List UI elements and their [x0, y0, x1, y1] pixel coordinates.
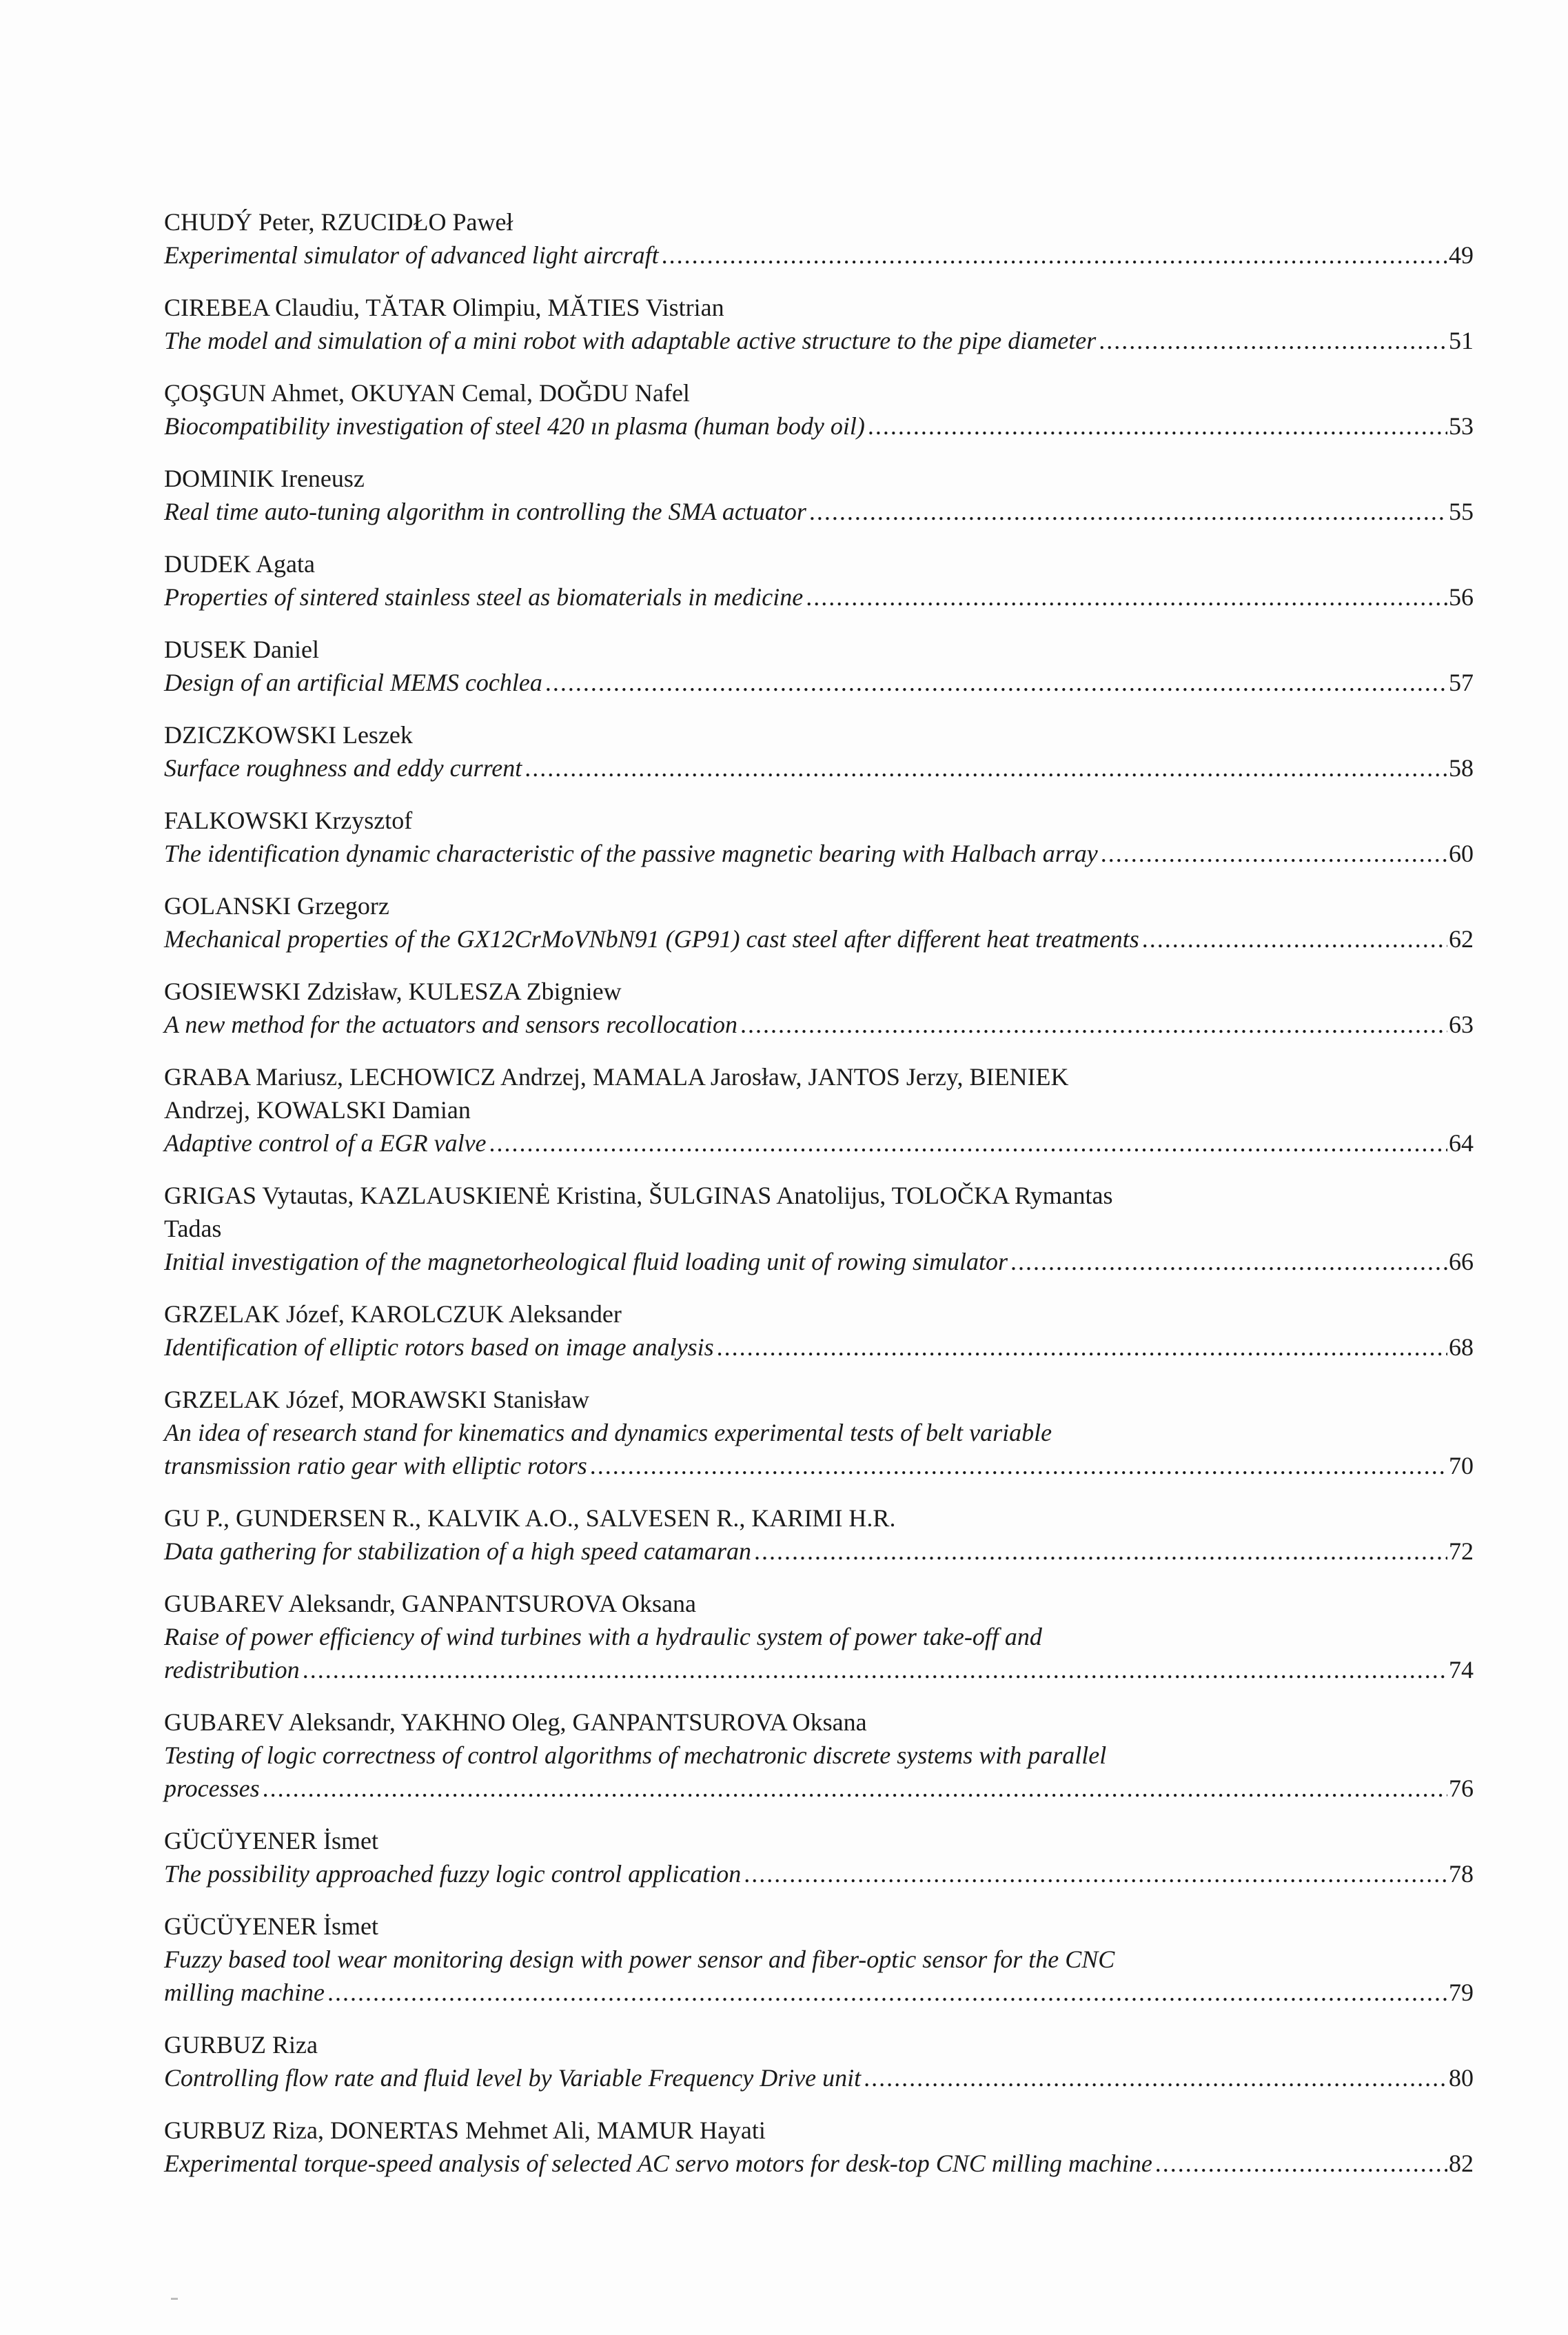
entry-title: Experimental simulator of advanced light aircraft: [164, 241, 659, 269]
entry-page-number: 58: [1449, 754, 1474, 782]
entry-authors: GRZELAK Józef, KAROLCZUK Aleksander: [164, 1300, 622, 1328]
entry-page-number: 80: [1449, 2064, 1474, 2092]
entry-title-line: [164, 2147, 1474, 2180]
entry-page-number: 63: [1449, 1011, 1474, 1038]
entry-title: The identification dynamic characteristic of the passive magnetic bearing with Halbach array: [164, 840, 1098, 867]
toc-entry: [164, 718, 1474, 785]
entry-authors: GUBAREV Aleksandr, YAKHNO Oleg, GANPANTSUROVA Oksana: [164, 1708, 867, 1736]
entry-page-number: 66: [1449, 1248, 1474, 1275]
entry-page-number: 70: [1449, 1452, 1474, 1479]
entry-authors: GOSIEWSKI Zdzisław, KULESZA Zbigniew: [164, 978, 622, 1005]
entry-title: The model and simulation of a mini robot with adaptable active structure to the pipe diameter: [164, 327, 1097, 354]
dot-leader: [1101, 837, 1447, 870]
entry-title-first-line: Testing of logic correctness of control algorithms of mechatronic discrete systems with parallel: [164, 1741, 1107, 1769]
entry-authors: ÇOŞGUN Ahmet, OKUYAN Cemal, DOĞDU Nafel: [164, 379, 690, 407]
entry-title: Initial investigation of the magnetorheological fluid loading unit of rowing simulator: [164, 1248, 1008, 1275]
entry-authors: GU P., GUNDERSEN R., KALVIK A.O., SALVESEN R., KARIMI H.R.: [164, 1504, 896, 1532]
entry-title: Mechanical properties of the GX12CrMoVNbN91 (GP91) cast steel after different heat treatments: [164, 925, 1139, 953]
entry-title: Biocompatibility investigation of steel 420 ın plasma (human body oil): [164, 412, 865, 440]
entry-title-line: [164, 495, 1474, 528]
entry-title: processes: [164, 1775, 260, 1802]
entry-page-number: 49: [1449, 241, 1474, 269]
entry-authors-line: Tadas: [164, 1215, 222, 1242]
entry-title: milling machine: [164, 1979, 325, 2006]
dot-leader: [754, 1535, 1447, 1568]
entry-page-number: 64: [1449, 1129, 1474, 1157]
entry-title: Properties of sintered stainless steel as biomaterials in medicine: [164, 583, 804, 611]
entry-title: Design of an artificial MEMS cochlea: [164, 669, 542, 696]
dot-leader: [303, 1653, 1447, 1686]
entry-title: Real time auto-tuning algorithm in controlling the SMA actuator: [164, 498, 806, 525]
entry-page-number: 56: [1449, 583, 1474, 611]
dot-leader: [1099, 324, 1447, 357]
entry-title-line: [164, 1976, 1474, 2009]
table-of-contents: [164, 205, 1474, 2199]
entry-title: Identification of elliptic rotors based on image analysis: [164, 1333, 714, 1361]
entry-title-line: [164, 2061, 1474, 2094]
entry-page-number: 79: [1449, 1979, 1474, 2006]
toc-entry: [164, 975, 1474, 1041]
entry-page-number: 51: [1449, 327, 1474, 354]
entry-title-line: [164, 1126, 1474, 1160]
toc-entry: [164, 633, 1474, 699]
entry-authors: DZICZKOWSKI Leszek: [164, 721, 413, 749]
dot-leader: [717, 1331, 1447, 1364]
entry-authors: DUDEK Agata: [164, 550, 315, 578]
entry-page-number: 76: [1449, 1775, 1474, 1802]
entry-page-number: 60: [1449, 840, 1474, 867]
dot-leader: [489, 1126, 1447, 1160]
entry-title-line: [164, 239, 1474, 272]
toc-entry: [164, 1910, 1474, 2009]
entry-authors: DUSEK Daniel: [164, 636, 319, 663]
toc-entry: [164, 1587, 1474, 1686]
toc-entry: [164, 291, 1474, 357]
dot-leader: [590, 1449, 1447, 1482]
entry-title-line: [164, 324, 1474, 357]
entry-title-first-line: Raise of power efficiency of wind turbines with a hydraulic system of power take-off and: [164, 1623, 1042, 1650]
entry-page-number: 82: [1449, 2150, 1474, 2177]
dot-leader: [545, 666, 1447, 699]
entry-page-number: 78: [1449, 1860, 1474, 1888]
entry-title: The possibility approached fuzzy logic control application: [164, 1860, 742, 1888]
entry-title: Experimental torque-speed analysis of selected AC servo motors for desk-top CNC milling machine: [164, 2150, 1152, 2177]
dot-leader: [1155, 2147, 1447, 2180]
entry-page-number: 68: [1449, 1333, 1474, 1361]
entry-authors: GÜCÜYENER İsmet: [164, 1912, 378, 1940]
entry-page-number: 53: [1449, 412, 1474, 440]
entry-title-line: [164, 1245, 1474, 1278]
toc-entry: [164, 2114, 1474, 2180]
toc-entry: [164, 1297, 1474, 1364]
entry-authors: GÜCÜYENER İsmet: [164, 1827, 378, 1854]
entry-title: Adaptive control of a EGR valve: [164, 1129, 487, 1157]
entry-authors-line: GRIGAS Vytautas, KAZLAUSKIENĖ Kristina, ŠULGINAS Anatolijus, TOLOČKA Rymantas: [164, 1182, 1113, 1209]
dot-leader: [1142, 922, 1447, 956]
toc-entry: [164, 462, 1474, 528]
entry-page-number: 72: [1449, 1537, 1474, 1565]
toc-entry: [164, 2028, 1474, 2094]
entry-authors: GRZELAK Józef, MORAWSKI Stanisław: [164, 1386, 590, 1413]
entry-page-number: 74: [1449, 1656, 1474, 1684]
entry-title-line: [164, 666, 1474, 699]
scan-speck: [171, 2298, 178, 2300]
toc-entry: [164, 1060, 1474, 1160]
entry-authors: GOLANSKI Grzegorz: [164, 892, 389, 920]
dot-leader: [806, 580, 1447, 614]
dot-leader: [263, 1772, 1447, 1805]
entry-authors: DOMINIK Ireneusz: [164, 465, 365, 492]
entry-title-line: [164, 751, 1474, 785]
entry-title: Data gathering for stabilization of a high speed catamaran: [164, 1537, 751, 1565]
entry-authors: CIREBEA Claudiu, TĂTAR Olimpiu, MĂTIES Vistrian: [164, 294, 724, 321]
dot-leader: [740, 1008, 1447, 1041]
entry-authors: GUBAREV Aleksandr, GANPANTSUROVA Oksana: [164, 1590, 696, 1617]
entry-title-line: [164, 1857, 1474, 1890]
toc-entry: [164, 889, 1474, 956]
entry-title-line: [164, 580, 1474, 614]
toc-entry: [164, 205, 1474, 272]
toc-entry: [164, 547, 1474, 614]
entry-title: redistribution: [164, 1656, 300, 1684]
dot-leader: [744, 1857, 1447, 1890]
toc-entry: [164, 376, 1474, 443]
entry-authors: GURBUZ Riza, DONERTAS Mehmet Ali, MAMUR Hayati: [164, 2116, 766, 2144]
entry-title-line: [164, 922, 1474, 956]
entry-title-first-line: Fuzzy based tool wear monitoring design with power sensor and fiber-optic sensor for the CNC: [164, 1945, 1115, 1973]
entry-title: transmission ratio gear with elliptic rotors: [164, 1452, 587, 1479]
entry-authors-line: Andrzej, KOWALSKI Damian: [164, 1096, 471, 1124]
dot-leader: [525, 751, 1447, 785]
toc-entry: [164, 1502, 1474, 1568]
dot-leader: [868, 410, 1447, 443]
toc-entry: [164, 1179, 1474, 1278]
toc-entry: [164, 1383, 1474, 1482]
entry-title-line: [164, 1653, 1474, 1686]
toc-entry: [164, 804, 1474, 870]
entry-title-line: [164, 1535, 1474, 1568]
entry-authors: GURBUZ Riza: [164, 2031, 318, 2059]
entry-authors: FALKOWSKI Krzysztof: [164, 807, 413, 834]
entry-page-number: 57: [1449, 669, 1474, 696]
dot-leader: [662, 239, 1447, 272]
entry-page-number: 55: [1449, 498, 1474, 525]
entry-title: A new method for the actuators and sensors recollocation: [164, 1011, 737, 1038]
entry-title-line: [164, 1772, 1474, 1805]
entry-authors-line: GRABA Mariusz, LECHOWICZ Andrzej, MAMALA Jarosław, JANTOS Jerzy, BIENIEK: [164, 1063, 1069, 1091]
dot-leader: [864, 2061, 1447, 2094]
dot-leader: [1010, 1245, 1447, 1278]
entry-title-line: [164, 837, 1474, 870]
entry-authors: CHUDÝ Peter, RZUCIDŁO Paweł: [164, 208, 513, 236]
entry-page-number: 62: [1449, 925, 1474, 953]
entry-title-line: [164, 1449, 1474, 1482]
entry-title-line: [164, 1331, 1474, 1364]
entry-title-line: [164, 1008, 1474, 1041]
entry-title-first-line: An idea of research stand for kinematics and dynamics experimental tests of belt variable: [164, 1419, 1052, 1446]
entry-title-line: [164, 410, 1474, 443]
toc-entry: [164, 1824, 1474, 1890]
entry-title: Surface roughness and eddy current: [164, 754, 522, 782]
dot-leader: [327, 1976, 1447, 2009]
dot-leader: [809, 495, 1447, 528]
toc-entry: [164, 1706, 1474, 1805]
entry-title: Controlling flow rate and fluid level by Variable Frequency Drive unit: [164, 2064, 862, 2092]
